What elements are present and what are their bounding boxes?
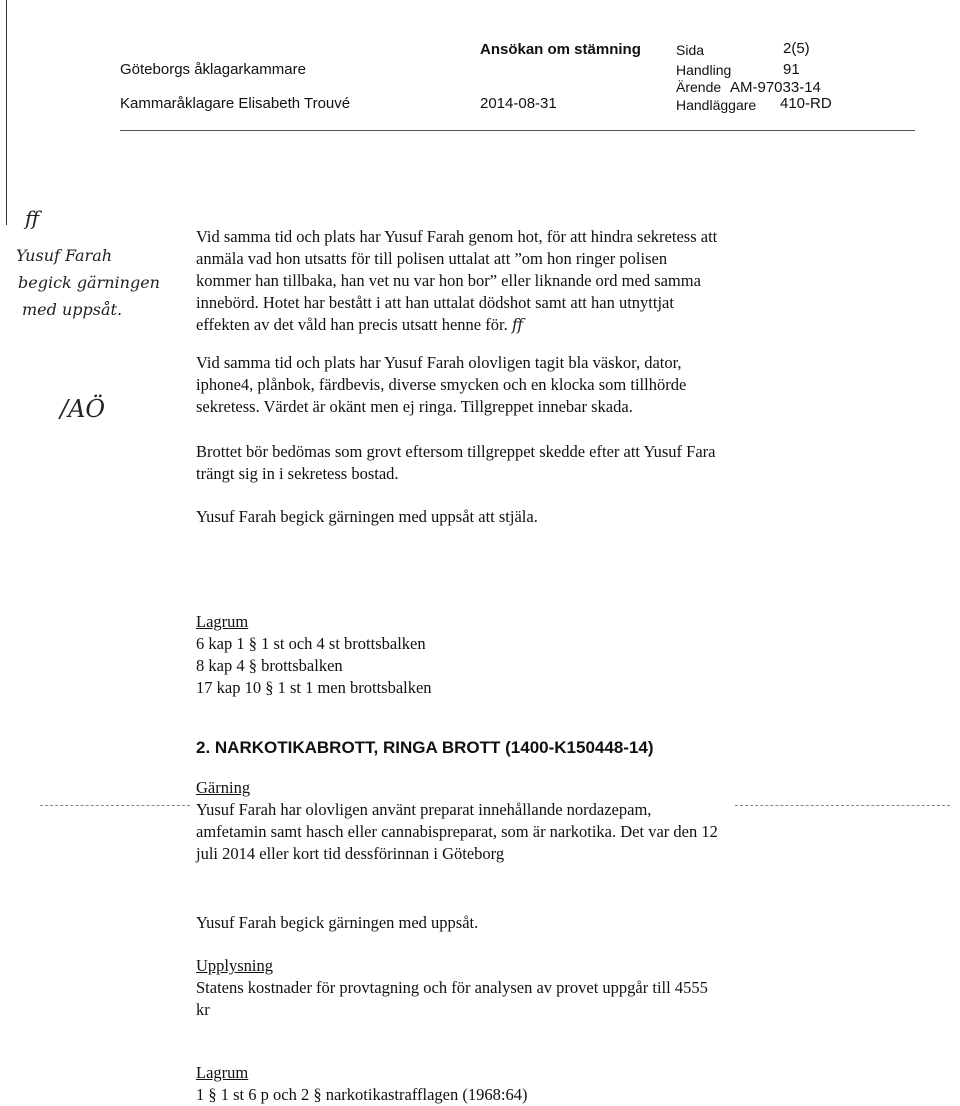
text-line: Vid samma tid och plats har Yusuf Farah genom hot, för att hindra sekretess att bbox=[196, 227, 718, 246]
paragraph-intent-theft bbox=[196, 506, 776, 528]
page-value: 2(5) bbox=[783, 40, 810, 57]
case-number: AM-97033-14 bbox=[730, 79, 821, 96]
upplysning-heading: Upplysning bbox=[196, 956, 274, 975]
garning-heading: Gärning bbox=[196, 778, 251, 797]
text-line: iphone4, plånbok, färdbevis, diverse smycken och en klocka som tillhörde bbox=[196, 375, 687, 394]
paragraph-aggravation bbox=[196, 441, 776, 485]
text-line: Brottet bör bedömas som grovt eftersom tillgreppet skedde efter att Yusuf Fara bbox=[196, 442, 716, 461]
page-left-edge-line bbox=[6, 0, 7, 225]
handwritten-note-line-1: Yusuf Farah bbox=[16, 246, 113, 265]
lagrum-heading: Lagrum bbox=[196, 1063, 249, 1082]
text-line: sekretess. Värdet är okänt men ej ringa. Tillgreppet innebar skada. bbox=[196, 397, 633, 416]
text-line-with-mark bbox=[196, 314, 776, 336]
office-name: Göteborgs åklagarkammare bbox=[120, 61, 306, 78]
legal-reference: 6 kap 1 § 1 st och 4 st brottsbalken bbox=[196, 634, 426, 653]
text-line: amfetamin samt hasch eller cannabispreparat, som är narkotika. Det var den 12 bbox=[196, 822, 718, 841]
text-line: Yusuf Farah begick gärningen med uppsåt. bbox=[196, 913, 479, 932]
legal-reference: 17 kap 10 § 1 st 1 men brottsbalken bbox=[196, 678, 432, 697]
page-label: Sida bbox=[676, 42, 705, 58]
text-line: anmäla vad hon utsatts för till polisen uttalat att ”om hon ringer polisen bbox=[196, 249, 668, 268]
legal-reference: 8 kap 4 § brottsbalken bbox=[196, 656, 343, 675]
text-line: kommer han tillbaka, han vet nu var hon bor” eller liknande ord med samma bbox=[196, 271, 701, 290]
text-line: Yusuf Farah begick gärningen med uppsåt att stjäla. bbox=[196, 507, 538, 526]
scan-artifact-line bbox=[40, 805, 190, 806]
handwritten-note-line-3: med uppsåt. bbox=[22, 300, 123, 319]
legal-references-2 bbox=[196, 1062, 776, 1106]
text-line: Yusuf Farah har olovligen använt preparat innehållande nordazepam, bbox=[196, 800, 652, 819]
handling-value: 91 bbox=[783, 61, 800, 78]
paragraph-threat bbox=[196, 226, 776, 336]
document-date: 2014-08-31 bbox=[480, 95, 557, 112]
legal-reference: 1 § 1 st 6 p och 2 § narkotikastrafflagen (1968:64) bbox=[196, 1085, 528, 1104]
case-label: Ärende bbox=[676, 79, 722, 95]
text-line: trängt sig in i sekretess bostad. bbox=[196, 464, 399, 483]
text-line: innebörd. Hotet har bestått i att han uttalat dödshot samt att han utnyttjat bbox=[196, 293, 674, 312]
paragraph-theft bbox=[196, 352, 776, 418]
text-line: Vid samma tid och plats har Yusuf Farah olovligen tagit bla väskor, dator, bbox=[196, 353, 682, 372]
handler-label: Handläggare bbox=[676, 97, 757, 113]
handler-value: 410-RD bbox=[780, 95, 832, 112]
handling-label: Handling bbox=[676, 62, 732, 78]
handwritten-inline-mark: ff bbox=[511, 315, 524, 334]
paragraph-intent-drugs bbox=[196, 912, 776, 934]
handwritten-mark: ff bbox=[25, 206, 40, 230]
text-line: kr bbox=[196, 1000, 210, 1019]
header-divider bbox=[120, 130, 915, 131]
text-line: Statens kostnader för provtagning och för analysen av provet uppgår till 4555 bbox=[196, 978, 708, 997]
handwritten-note-line-2: begick gärningen bbox=[18, 273, 160, 292]
handwritten-initials: /AÖ bbox=[60, 395, 106, 423]
section-2-title: 2. NARKOTIKABROTT, RINGA BROTT (1400-K150448-14) bbox=[196, 738, 654, 757]
lagrum-heading: Lagrum bbox=[196, 612, 249, 631]
document-title: Ansökan om stämning bbox=[480, 41, 641, 58]
text-line: effekten av det våld han precis utsatt henne för. bbox=[196, 315, 508, 334]
prosecutor-name: Kammaråklagare Elisabeth Trouvé bbox=[120, 95, 351, 112]
information-section bbox=[196, 955, 776, 1021]
offense-description bbox=[196, 777, 776, 865]
legal-references-1 bbox=[196, 611, 776, 699]
text-line: juli 2014 eller kort tid dessförinnan i Göteborg bbox=[196, 844, 505, 863]
